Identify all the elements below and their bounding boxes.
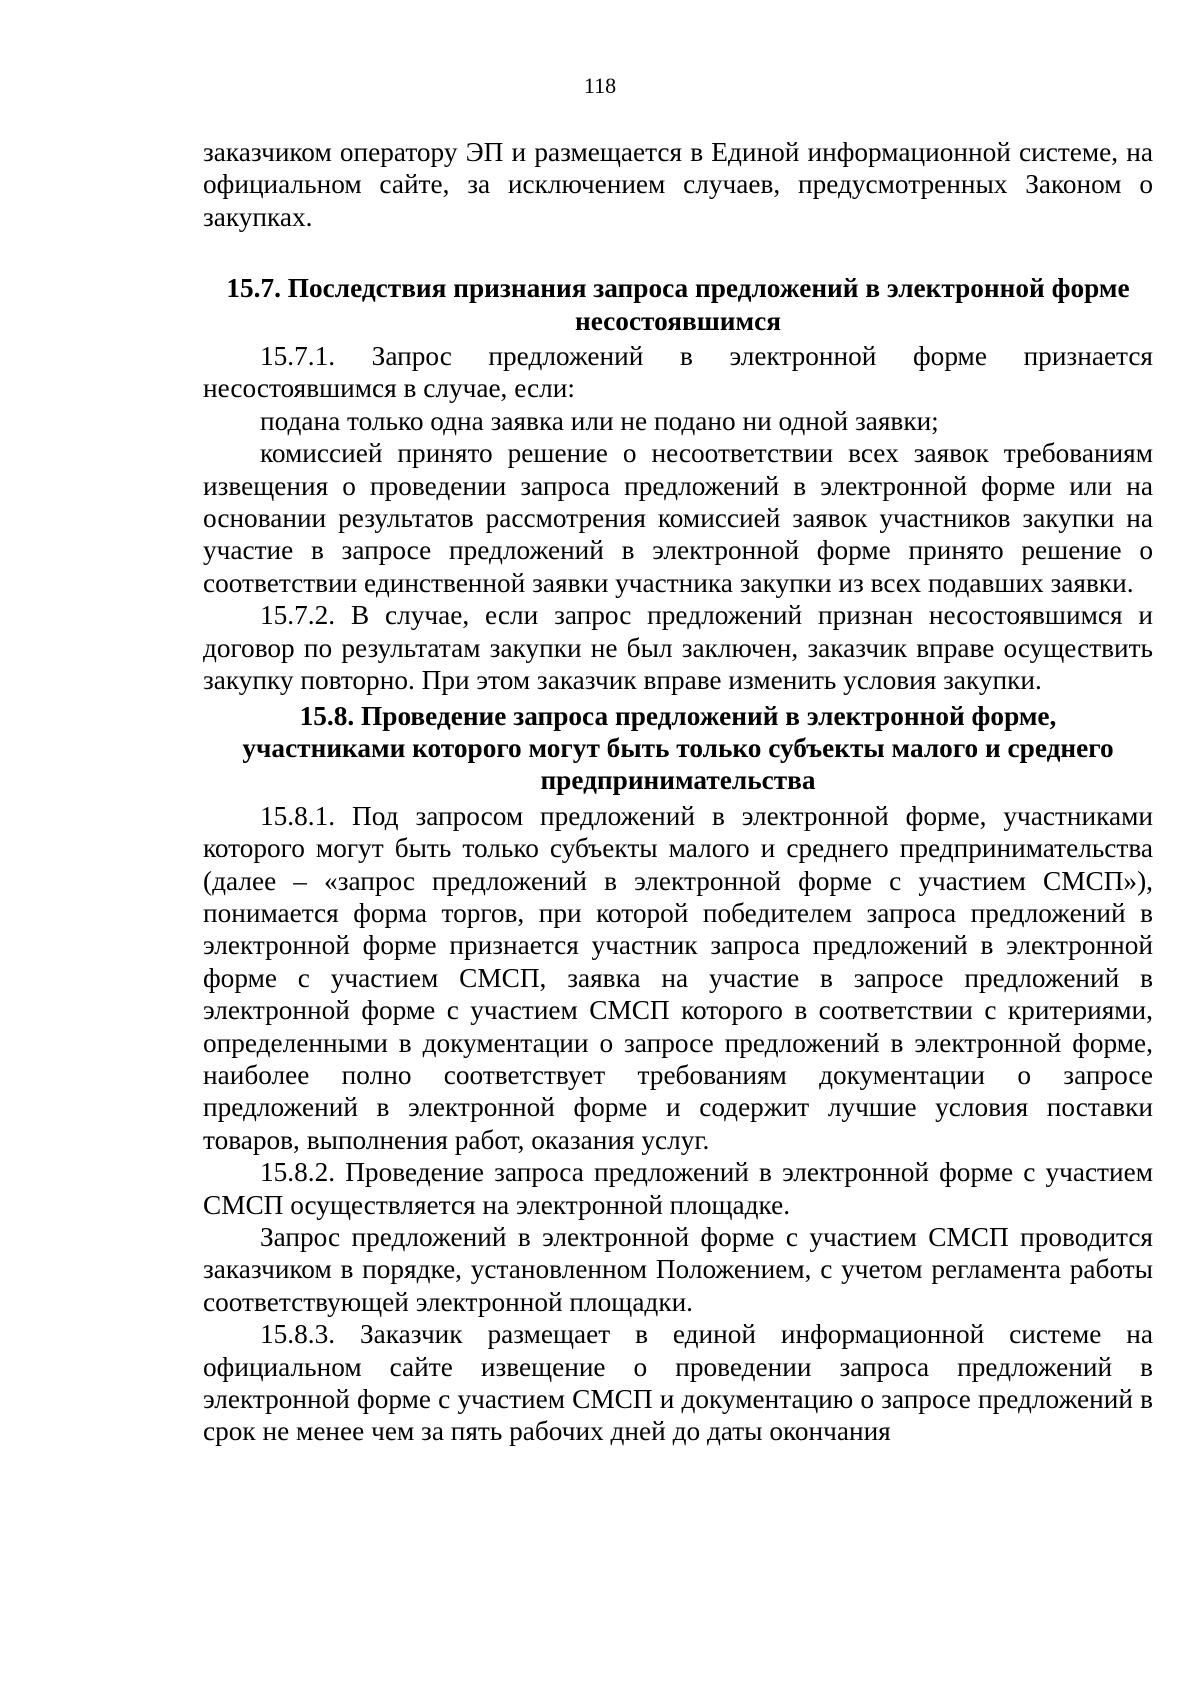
list-item-single-bid: подана только одна заявка или не подано ни одной заявки; — [260, 405, 939, 436]
paragraph-15-8-2: 15.8.2. Проведение запроса предложений в электронной форме с участием СМСП осуществляется на электронной площадке. — [203, 1157, 1153, 1220]
paragraph-15-8-3: 15.8.3. Заказчик размещает в единой информационной системе на официальном сайте извещение о проведении запроса предложений в электронной форме с участием СМСП и документацию о запросе предложений в срок не менее чем за пять рабочих дней до даты окончания — [203, 1319, 1153, 1447]
section-15-8-heading-line-1: 15.8. Проведение запроса предложений в электронной форме, — [299, 700, 1057, 731]
intro-paragraph: заказчиком оператору ЭП и размещается в Единой информационной системе, на официальном сайте, за исключением случаев, предусмотренных Законом о закупках. — [203, 137, 1153, 232]
section-15-8-heading — [203, 700, 1153, 797]
paragraph-15-7-2: 15.7.2. В случае, если запрос предложений признан несостоявшимся и договор по результатам закупки не был заключен, заказчик вправе осуществить закупку повторно. При этом заказчик вправе изменить условия закупки. — [203, 600, 1153, 696]
paragraph-15-8-1: 15.8.1. Под запросом предложений в электронной форме, участниками которого могут быть только субъекты малого и среднего предпринимательства (далее – «запрос предложений в электронной форме с участием СМСП»), понимается форма торгов, при которой победителем запроса предложений в электронной форме признается участник запроса предложений в электронной форме с участием СМСП, заявка на участие в запросе предложений в электронной форме с участием СМСП которого в соответствии с критериями, определенными в документации о запросе предложений в электронной форме, наиболее полно соответствует требованиям документации о запросе предложений в электронной форме и содержит лучшие условия поставки товаров, выполнения работ, оказания услуг. — [203, 800, 1153, 1155]
spacer — [203, 233, 1153, 272]
section-15-7-heading-line-1: 15.7. Последствия признания запроса предложений в электронной форме — [226, 273, 1130, 304]
paragraph-15-7-1: 15.7.1. Запрос предложений в электронной форме признается несостоявшимся в случае, если: — [203, 341, 1153, 404]
paragraph-15-8-2-continued: Запрос предложений в электронной форме с участием СМСП проводится заказчиком в порядке, установленном Положением, с учетом регламента работы соответствующей электронной площадки. — [203, 1222, 1153, 1317]
section-15-7-heading-line-2: несостоявшимся — [575, 305, 781, 336]
page-number: 118 — [583, 73, 617, 98]
list-item-commission-decision: комиссией принято решение о несоответствии всех заявок требованиям извещения о проведении запроса предложений в электронной форме или на основании результатов рассмотрения комиссией заявок участников закупки на участие в запросе предложений в электронной форме принято решение о соответствии единственной заявки участника закупки из всех подавших заявки. — [203, 438, 1153, 598]
document-body — [203, 136, 1153, 1448]
section-15-8-heading-line-2: участниками которого могут быть только субъекты малого и среднего — [242, 732, 1114, 763]
section-15-8-heading-line-3: предпринимательства — [540, 765, 816, 796]
section-15-7-heading — [203, 272, 1153, 337]
